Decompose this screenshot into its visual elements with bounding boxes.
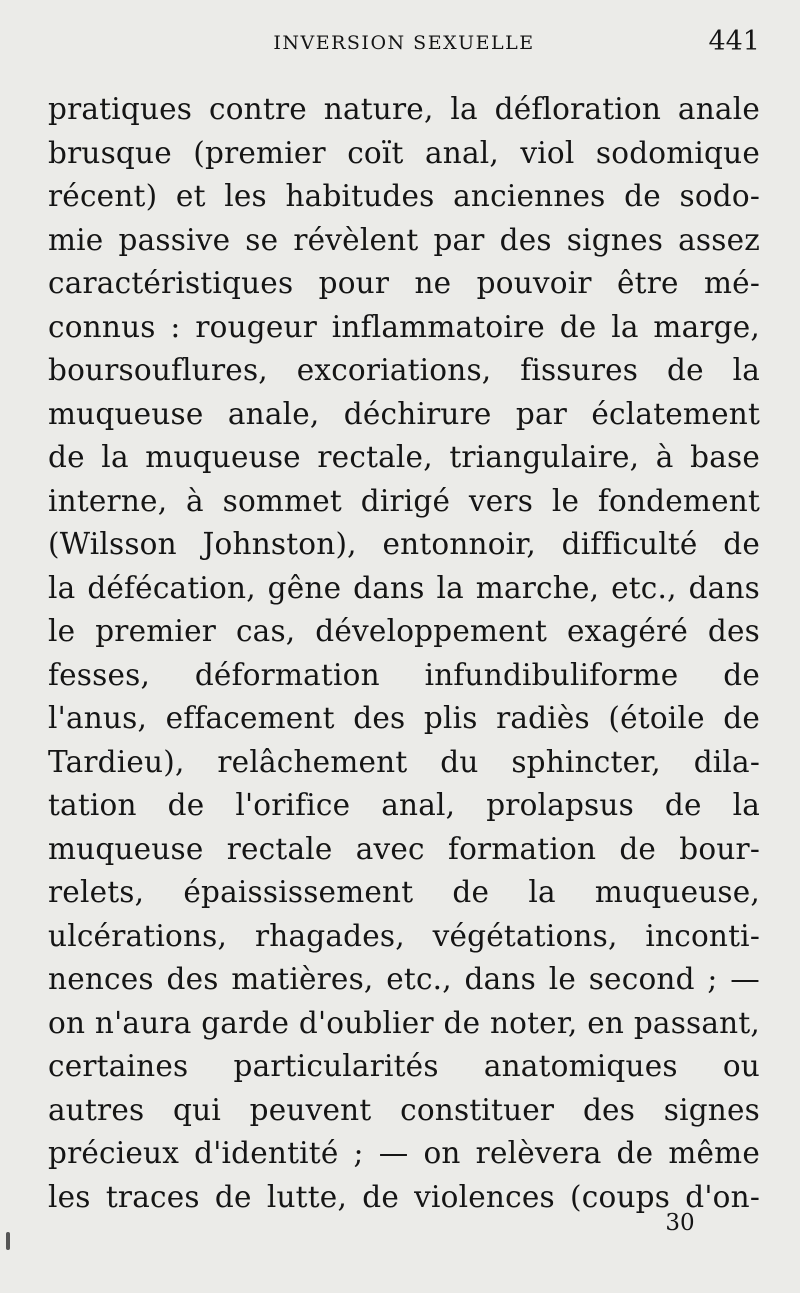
- text-line: Tardieu), relâchement du sphincter, dila-: [48, 744, 760, 779]
- text-line: précieux d'identité ; — on relèvera de même: [48, 1136, 760, 1170]
- page-number: 441: [708, 26, 760, 57]
- text-line: (Wilsson Johnston), entonnoir, difficulté de: [48, 527, 760, 561]
- text-line: le premier cas, développement exagéré des: [48, 614, 760, 648]
- signature-mark: 30: [665, 1210, 695, 1236]
- text-line: certaines particularités anatomiques ou: [48, 1049, 760, 1083]
- scan-edge-mark: [6, 1232, 10, 1250]
- text-line: relets, épaississement de la muqueuse,: [48, 875, 760, 909]
- text-line: mie passive se révèlent par des signes assez: [48, 222, 760, 257]
- running-head: [48, 26, 760, 60]
- text-line: ulcérations, rhagades, végétations, inconti-: [48, 918, 760, 953]
- text-line: les traces de lutte, de violences (coups d'on-: [48, 1179, 760, 1214]
- text-line: boursouflures, excoriations, fissures de la: [48, 353, 760, 387]
- text-line: on n'aura garde d'oublier de noter, en passant,: [48, 1005, 760, 1040]
- text-line: interne, à sommet dirigé vers le fondement: [48, 483, 760, 518]
- running-title: INVERSION SEXUELLE: [273, 32, 535, 54]
- text-line: autres qui peuvent constituer des signes: [48, 1092, 760, 1127]
- text-line: la défécation, gêne dans la marche, etc., dans: [48, 570, 760, 605]
- text-line: muqueuse anale, déchirure par éclatement: [48, 396, 760, 431]
- text-line: fesses, déformation infundibuliforme de: [48, 657, 760, 692]
- text-line: tation de l'orifice anal, prolapsus de la: [48, 788, 760, 822]
- text-line: connus : rougeur inflammatoire de la marge,: [48, 309, 760, 344]
- text-line: pratiques contre nature, la défloration anale: [48, 92, 760, 126]
- text-line: nences des matières, etc., dans le second ; —: [48, 962, 760, 996]
- text-line: récent) et les habitudes anciennes de sodo-: [48, 179, 760, 213]
- text-line: l'anus, effacement des plis radiès (étoile de: [48, 701, 760, 735]
- text-line: caractéristiques pour ne pouvoir être mé-: [48, 266, 760, 300]
- text-line: de la muqueuse rectale, triangulaire, à base: [48, 440, 760, 474]
- body-text: [48, 88, 760, 1219]
- text-line: muqueuse rectale avec formation de bour-: [48, 831, 760, 866]
- text-line: brusque (premier coït anal, viol sodomique: [48, 135, 760, 170]
